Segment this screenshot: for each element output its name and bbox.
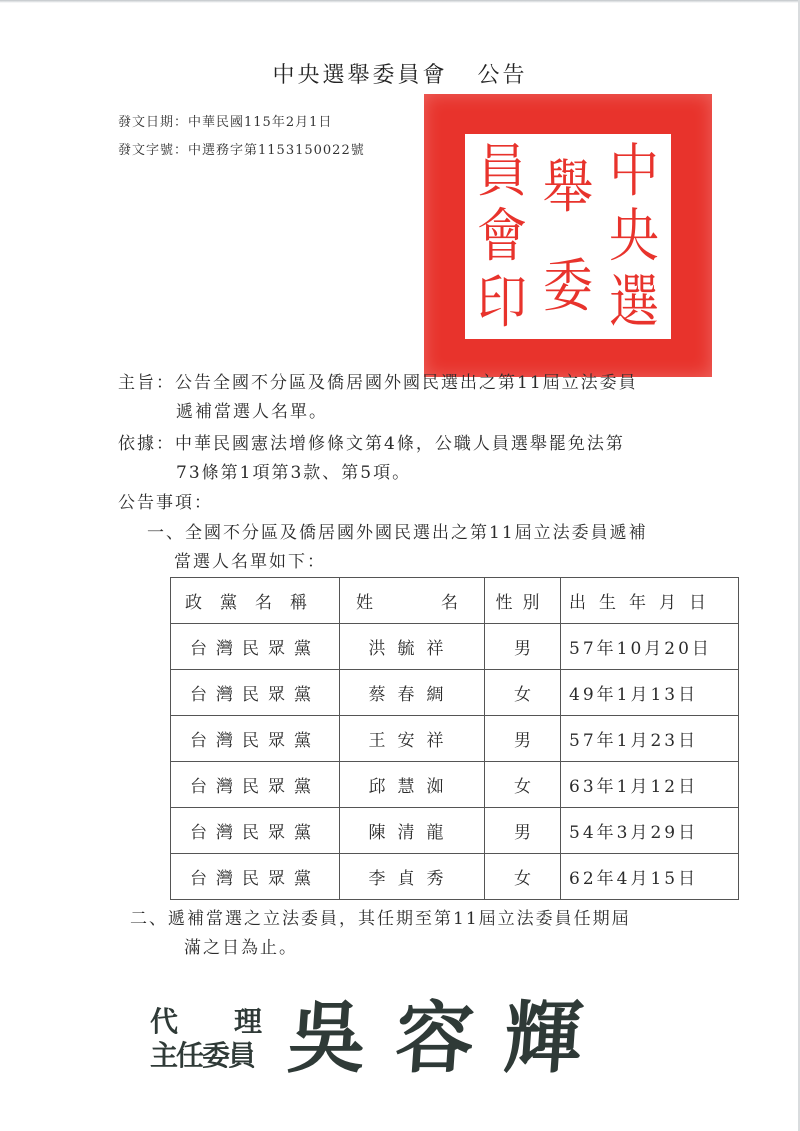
seal-column-3 (477, 138, 527, 335)
header-dob: 出生年月日 (561, 578, 739, 624)
header-name-first: 姓 (356, 593, 385, 613)
seal-inner-field (465, 134, 671, 339)
subject-paragraph (118, 369, 718, 427)
item-2-line-2: 滿之日為止。 (184, 938, 298, 958)
cell-name: 洪毓祥 (340, 624, 485, 670)
document-number (118, 139, 365, 158)
item-1 (147, 519, 717, 577)
cell-party: 台灣民眾黨 (171, 808, 340, 854)
table-header-row (171, 578, 739, 624)
basis-line-1: 中華民國憲法增修條文第4條，公職人員選舉罷免法第 (175, 434, 625, 454)
doc-no-value: 中選務字第1153150022號 (188, 143, 365, 158)
basis-line-2: 73條第1項第3款、第5項。 (176, 463, 412, 483)
cell-gender: 女 (485, 762, 561, 808)
cell-party: 台灣民眾黨 (171, 762, 340, 808)
item-2 (130, 905, 730, 963)
cell-dob: 54年3月29日 (561, 808, 739, 854)
signatory-name: 吳容輝 (284, 994, 616, 1084)
table-row (171, 624, 739, 670)
title-chairperson: 主任委員 (150, 1039, 255, 1072)
title-org: 中央選舉委員會 (272, 63, 448, 88)
item-1-line-2: 當選人名單如下： (174, 552, 326, 572)
cell-gender: 男 (485, 808, 561, 854)
cell-gender: 男 (485, 624, 561, 670)
subject-label: 主旨： (118, 373, 175, 393)
signatory-title (150, 1005, 262, 1073)
seal-char: 央 (609, 203, 659, 270)
item-1-marker: 一、 (147, 523, 185, 543)
issue-date (118, 111, 332, 130)
cell-gender: 女 (485, 854, 561, 900)
cell-name: 蔡春綢 (340, 670, 485, 716)
cell-gender: 女 (485, 670, 561, 716)
cell-name: 李貞秀 (340, 854, 485, 900)
header-name (340, 578, 485, 624)
cell-dob: 63年1月12日 (561, 762, 739, 808)
seal-column-2 (543, 138, 593, 335)
table-row (171, 716, 739, 762)
header-name-last: 名 (441, 593, 470, 613)
cell-dob: 57年1月23日 (561, 716, 739, 762)
item-1-line-1: 全國不分區及僑居國外國民選出之第11屆立法委員遞補 (185, 523, 648, 543)
table-row (171, 762, 739, 808)
item-2-marker: 二、 (130, 909, 168, 929)
seal-char: 中 (609, 137, 659, 205)
header-gender: 性別 (485, 578, 561, 624)
cell-name: 陳清龍 (340, 808, 485, 854)
seal-char: 印 (477, 268, 527, 336)
cell-party: 台灣民眾黨 (171, 854, 340, 900)
header-party: 政黨名稱 (171, 578, 340, 624)
item-2-line-1: 遞補當選之立法委員，其任期至第11屆立法委員任期屆 (168, 909, 631, 929)
seal-column-1 (609, 138, 659, 335)
basis-label: 依據： (118, 434, 175, 454)
basis-paragraph (118, 430, 718, 488)
subject-line-1: 公告全國不分區及僑居國外國民選出之第11屆立法委員 (175, 373, 638, 393)
signature-block (150, 994, 616, 1084)
cell-name: 邱慧洳 (340, 762, 485, 808)
title-type: 公告 (477, 63, 528, 88)
cell-party: 台灣民眾黨 (171, 716, 340, 762)
seal-char: 員 (477, 137, 527, 205)
cell-gender: 男 (485, 716, 561, 762)
title-acting-2: 理 (233, 1005, 262, 1038)
announcement-items-heading: 公告事項： (118, 493, 213, 513)
official-seal-stamp (424, 94, 712, 377)
issue-date-value: 中華民國115年2月1日 (188, 115, 333, 130)
issue-date-label: 發文日期： (118, 115, 189, 130)
doc-no-label: 發文字號： (118, 143, 189, 158)
seal-char: 會 (477, 203, 527, 270)
table-row (171, 808, 739, 854)
table-row (171, 854, 739, 900)
seal-char: 選 (609, 268, 659, 336)
cell-name: 王安祥 (340, 716, 485, 762)
scan-top-edge (0, 0, 800, 3)
subject-line-2: 遞補當選人名單。 (176, 402, 328, 422)
cell-dob: 62年4月15日 (561, 854, 739, 900)
document-title (0, 58, 800, 89)
seal-char: 委 (543, 252, 593, 320)
cell-party: 台灣民眾黨 (171, 670, 340, 716)
seal-char: 舉 (543, 153, 593, 221)
cell-dob: 49年1月13日 (561, 670, 739, 716)
title-acting-1: 代 (150, 1005, 179, 1038)
cell-dob: 57年10月20日 (561, 624, 739, 670)
table-row (171, 670, 739, 716)
candidate-table (170, 577, 739, 900)
cell-party: 台灣民眾黨 (171, 624, 340, 670)
